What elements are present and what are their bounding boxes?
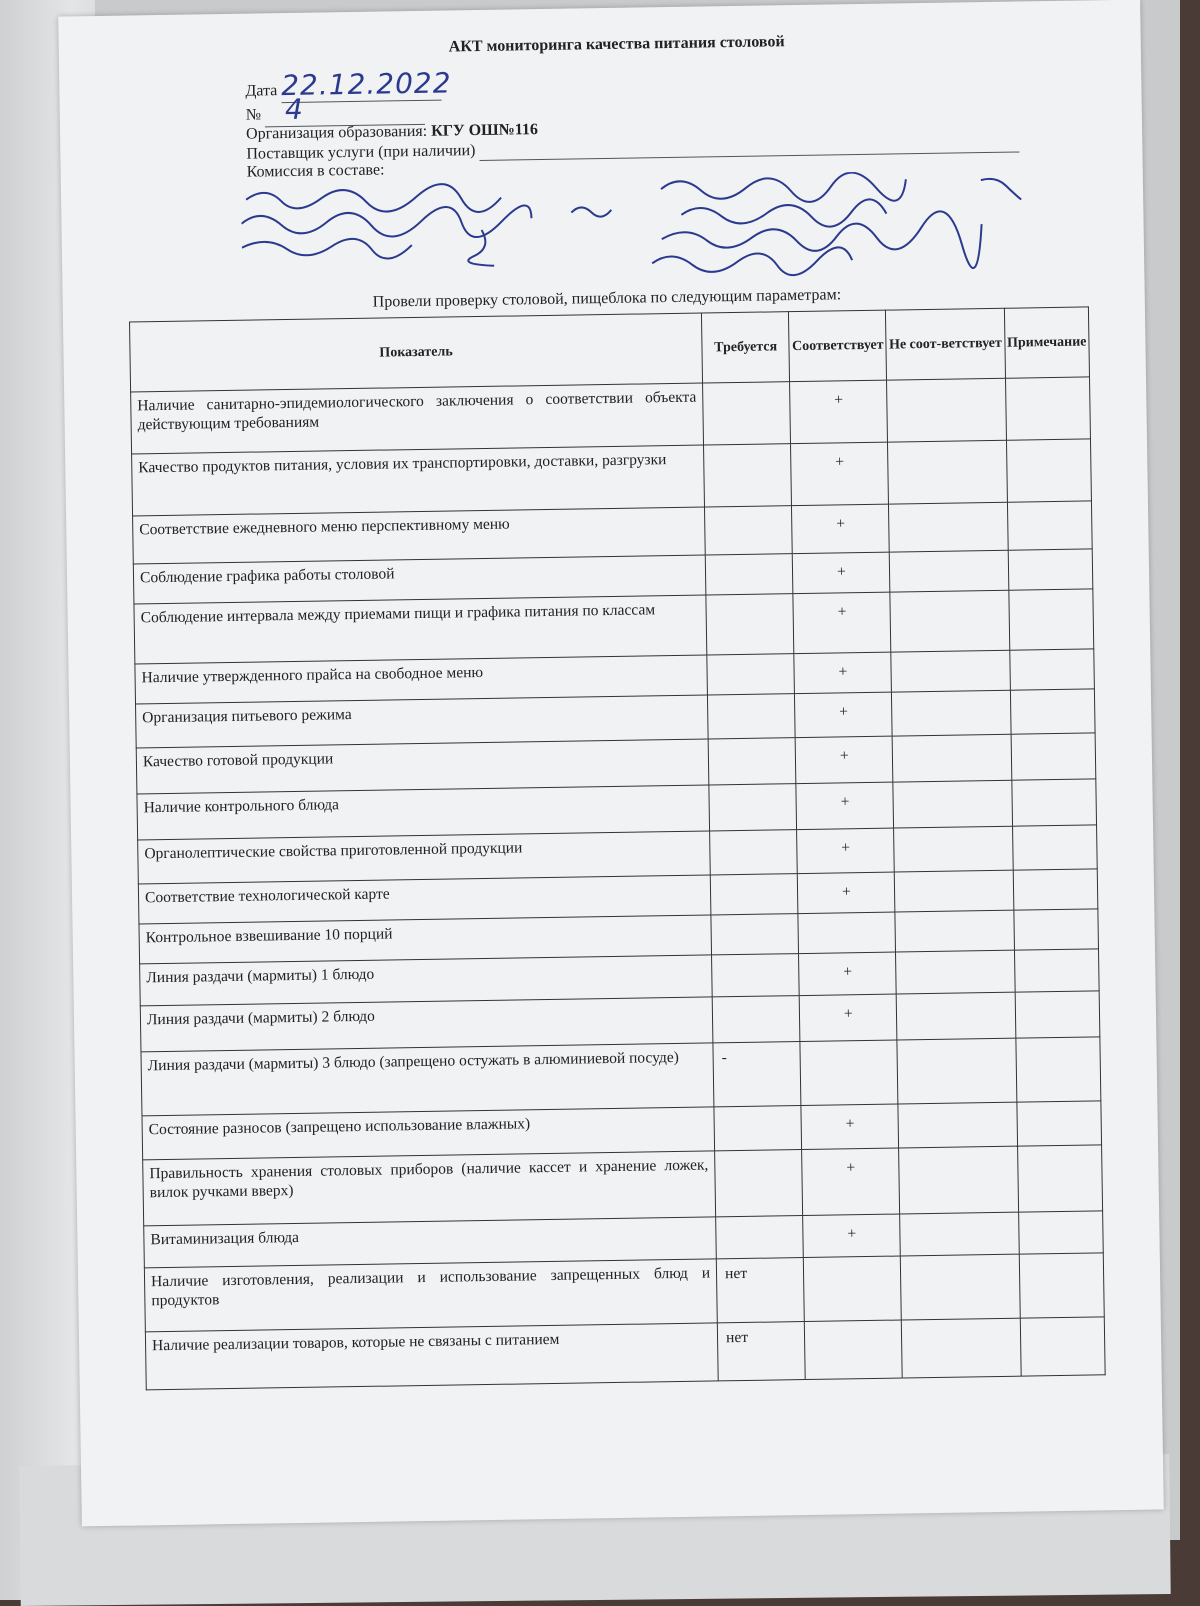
indicator-cell: Качество готовой продукции [136, 739, 709, 794]
required-cell [716, 1216, 804, 1259]
not-complies-cell [894, 826, 1013, 872]
indicator-cell: Наличие реализации товаров, которые не связаны с питанием [145, 1323, 718, 1390]
indicator-cell: Линия раздачи (мармиты) 3 блюдо (запрещено остужать в алюминиевой посуде) [141, 1043, 714, 1116]
not-complies-cell [887, 378, 1006, 442]
required-cell [709, 784, 797, 831]
required-cell [706, 594, 794, 655]
complies-cell: + [801, 1104, 899, 1150]
note-cell [1007, 501, 1092, 550]
not-complies-cell [897, 992, 1016, 1040]
intro-text: Провели проверку столовой, пищеблока по следующим параметрам: [372, 286, 842, 311]
required-cell [707, 694, 795, 739]
not-complies-cell [895, 870, 1014, 912]
header-complies: Соответствует [789, 310, 887, 382]
required-cell [703, 382, 791, 445]
not-complies-cell [893, 780, 1012, 828]
indicator-cell: Качество продуктов питания, условия их транспортировки, доставки, разгрузки [132, 445, 705, 516]
complies-cell: + [793, 592, 891, 654]
parameters-table [129, 306, 1106, 1390]
indicator-cell: Контрольное взвешивание 10 порций [139, 915, 712, 964]
org-row [246, 121, 538, 144]
complies-cell [805, 1320, 903, 1380]
required-cell [710, 830, 798, 875]
not-complies-cell [889, 502, 1008, 552]
complies-cell [804, 1256, 902, 1322]
indicator-cell: Соблюдение интервала между приемами пищи и графика питания по классам [134, 595, 707, 664]
required-cell [710, 874, 798, 915]
not-complies-cell [901, 1254, 1020, 1320]
complies-cell: + [790, 380, 888, 444]
note-cell [1012, 825, 1097, 870]
indicator-cell: Наличие изготовления, реализации и использование запрещенных блюд и продуктов [144, 1259, 717, 1332]
complies-cell: + [794, 652, 892, 694]
not-complies-cell [898, 1102, 1017, 1148]
header-note: Примечание [1004, 307, 1090, 378]
indicator-cell: Соответствие ежедневного меню перспективному меню [133, 507, 706, 564]
number-value: 4 [265, 91, 426, 128]
note-cell [1016, 1101, 1101, 1146]
complies-cell: + [800, 994, 898, 1042]
indicator-cell: Соблюдение графика работы столовой [133, 555, 706, 604]
complies-cell: + [791, 442, 889, 506]
required-cell: - [713, 1042, 801, 1107]
required-cell [711, 914, 799, 955]
indicator-cell: Организация питьевого режима [136, 695, 709, 748]
date-label: Дата [245, 82, 278, 100]
indicator-cell: Правильность хранения столовых приборов (наличие кассет и хранение ложек, вилок ручками вверх) [143, 1151, 716, 1226]
org-label: Организация образования: [245, 122, 428, 143]
not-complies-cell [897, 1038, 1016, 1104]
note-cell [1014, 949, 1099, 992]
note-cell [1009, 649, 1094, 690]
not-complies-cell [902, 1318, 1021, 1378]
note-cell [1015, 991, 1100, 1038]
supplier-line [479, 134, 1019, 161]
indicator-cell: Состояние разносов (запрещено использование влажных) [142, 1107, 715, 1160]
required-cell [707, 654, 795, 695]
indicator-cell: Органолептические свойства приготовленной продукции [138, 831, 711, 884]
required-cell [715, 1150, 803, 1217]
complies-cell: + [803, 1214, 901, 1258]
not-complies-cell [888, 440, 1007, 504]
indicator-cell: Витаминизация блюда [144, 1217, 717, 1268]
note-cell [1017, 1145, 1102, 1212]
note-cell [1013, 909, 1098, 950]
note-cell [1011, 733, 1096, 780]
note-cell [1008, 589, 1093, 650]
note-cell [1013, 869, 1098, 910]
required-cell [705, 506, 793, 555]
complies-cell: + [799, 952, 897, 996]
required-cell: нет [716, 1258, 804, 1323]
complies-cell: + [802, 1148, 900, 1216]
complies-cell [798, 912, 896, 954]
indicator-cell: Соответствие технологической карте [138, 875, 711, 924]
complies-cell: + [796, 782, 894, 830]
complies-cell: + [798, 872, 896, 914]
note-cell [1019, 1253, 1104, 1318]
required-cell [705, 554, 793, 595]
note-cell [1020, 1317, 1105, 1376]
number-row [245, 91, 425, 128]
header-indicator: Показатель [130, 313, 703, 392]
document-title: АКТ мониторинга качества питания столовой [448, 33, 785, 56]
org-value: КГУ ОШ№116 [431, 121, 539, 140]
complies-cell [800, 1040, 898, 1106]
note-cell [1010, 689, 1095, 734]
header-not-complies: Не соот-ветствует [886, 308, 1005, 380]
indicator-cell: Линия раздачи (мармиты) 2 блюдо [140, 997, 713, 1052]
note-cell [1006, 439, 1091, 502]
supplier-label: Поставщик услуги (при наличии) [246, 142, 476, 163]
required-cell: нет [717, 1322, 805, 1381]
note-cell [1015, 1037, 1100, 1102]
indicator-cell: Линия раздачи (мармиты) 1 блюдо [140, 955, 713, 1006]
required-cell [704, 444, 792, 507]
required-cell [708, 738, 796, 785]
note-cell [1005, 377, 1090, 440]
required-cell [712, 996, 800, 1043]
not-complies-cell [890, 590, 1009, 652]
required-cell [714, 1106, 802, 1151]
complies-cell: + [796, 736, 894, 784]
note-cell [1018, 1211, 1103, 1254]
not-complies-cell [896, 950, 1015, 994]
date-value: 22.12.2022 [280, 66, 452, 103]
number-label: № [245, 106, 262, 124]
handwritten-signatures [241, 169, 1083, 287]
commission-label: Комиссия в составе: [246, 161, 385, 181]
header-required: Требуется [701, 312, 789, 383]
note-cell [1011, 779, 1096, 826]
not-complies-cell [900, 1212, 1019, 1256]
complies-cell: + [793, 552, 891, 594]
not-complies-cell [899, 1146, 1018, 1214]
commission-row [247, 161, 385, 181]
not-complies-cell [892, 734, 1011, 782]
not-complies-cell [890, 550, 1009, 592]
note-cell [1008, 549, 1093, 590]
not-complies-cell [891, 650, 1010, 692]
indicator-cell: Наличие санитарно-эпидемиологического заключения о соответствии объекта действующим требованиям [131, 383, 704, 454]
required-cell [712, 954, 800, 997]
complies-cell: + [797, 828, 895, 874]
complies-cell: + [792, 504, 890, 554]
document-page [58, 0, 1164, 1526]
indicator-cell: Наличие контрольного блюда [137, 785, 710, 840]
indicator-cell: Наличие утвержденного прайса на свободное меню [135, 655, 708, 704]
not-complies-cell [892, 690, 1011, 736]
complies-cell: + [795, 692, 893, 738]
not-complies-cell [895, 910, 1014, 952]
